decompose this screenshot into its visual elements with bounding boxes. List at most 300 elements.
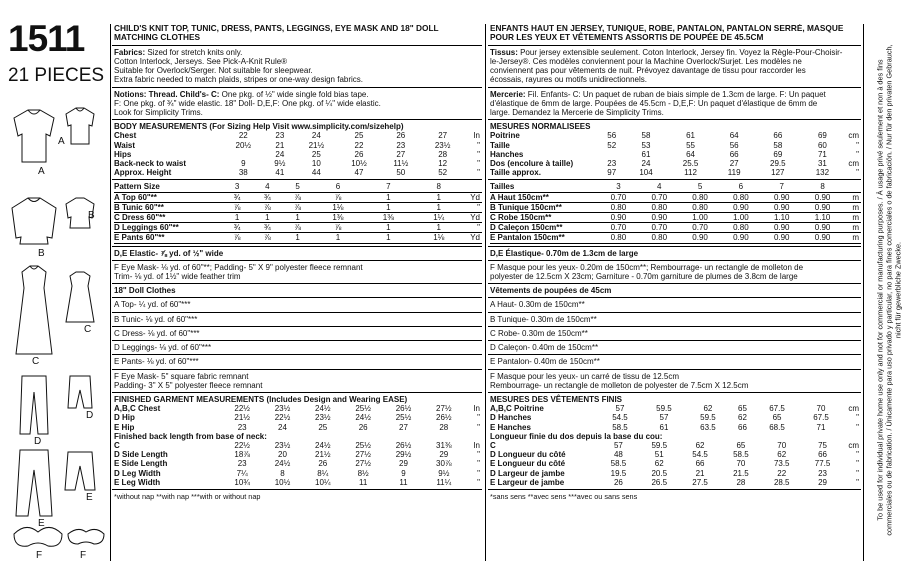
finished-block	[112, 392, 482, 489]
notions-line-text: F: One pkg. of ¾" wide elastic. 18" Doll- D,E,F: One pkg. of ¼" wide elastic.	[114, 98, 381, 108]
row-value: 23½	[434, 140, 451, 150]
row-value: 25.5	[682, 159, 699, 169]
row-label: B Tunique 150cm**	[490, 202, 598, 212]
size-row	[490, 182, 861, 192]
doll-row-text: B Tunic- ⅛ yd. of 60"***	[114, 314, 198, 324]
row-label: E Leg Width	[114, 477, 161, 487]
row-value: ¾	[252, 223, 282, 233]
elastic-line: D,E Élastique- 0.70m de 1.3cm de large	[490, 248, 639, 258]
row-label: Back-neck to waist	[114, 159, 187, 169]
piece-count: 21 PIECES	[8, 65, 105, 86]
size-value: 3	[598, 182, 639, 192]
row-value: 0.80	[680, 192, 721, 202]
row-value: 28	[736, 477, 746, 487]
row-value: 0.80	[598, 233, 639, 243]
row-value: 28.5	[773, 477, 790, 487]
size-row	[114, 182, 482, 192]
row-value: 59.5	[700, 413, 716, 423]
row-value: 1	[363, 202, 413, 212]
row-value: 26	[354, 149, 364, 159]
row-unit: cm	[848, 131, 859, 141]
row-unit: m	[843, 233, 861, 243]
row-value: 67.5	[769, 404, 785, 414]
size-value: 6	[313, 182, 363, 192]
row-value: 29	[439, 450, 449, 460]
row-value: 9½	[274, 159, 286, 169]
row-value: 27	[396, 149, 406, 159]
row-value: ⅞	[313, 192, 363, 202]
row-value: 0.80	[720, 192, 761, 202]
pattern-title: CHILD'S KNIT TOP, TUNIC, DRESS, PANTS, LEGGINGS, EYE MASK AND 18" DOLL MATCHING CLOTHES	[114, 24, 439, 43]
title-block	[488, 24, 861, 45]
row-value: 23	[396, 140, 406, 150]
row-unit: m	[843, 202, 861, 212]
row-value: 0.90	[802, 223, 843, 233]
row-value: 26	[358, 422, 368, 432]
view-label: F	[36, 550, 43, 561]
row-value: 0.90	[720, 233, 761, 243]
row-value: 10¾	[234, 477, 250, 487]
row-unit: "	[856, 413, 859, 423]
row-value: 29	[399, 459, 408, 469]
doll-mask-line: Padding- 3" X 5" polyester fleece remnant	[114, 380, 263, 390]
row-value: 112	[684, 168, 697, 178]
size-label: Pattern Size	[114, 182, 222, 192]
row-value: 25½	[395, 413, 412, 423]
row-label: Hanches	[490, 149, 524, 159]
row-value: 25½	[355, 404, 371, 414]
view-label: A	[38, 166, 45, 177]
table-row	[490, 441, 861, 450]
row-value: 7¼	[236, 468, 248, 478]
row-value: 66	[773, 131, 783, 141]
doll-mask-line: F Masque pour les yeux- un carré de tissu de 12.5cm	[490, 371, 679, 381]
fabrics-block	[112, 45, 482, 87]
row-value: 104	[639, 168, 653, 178]
fabrics-line	[490, 48, 861, 57]
row-value: 0.90	[802, 202, 843, 212]
row-value: 1	[363, 233, 413, 243]
row-value: 58.5	[610, 459, 627, 469]
row-label: A Top 60"**	[114, 192, 222, 202]
row-value: 132	[815, 168, 830, 178]
row-value: 21½	[234, 413, 250, 423]
garment-views	[0, 92, 108, 562]
row-value: 1	[414, 223, 464, 233]
row-label: A Haut 150cm**	[490, 192, 598, 202]
row-unit: "	[477, 468, 480, 478]
row-value: 58.5	[733, 450, 749, 460]
row-value: 58	[641, 131, 651, 141]
row-value: 62	[777, 450, 787, 460]
row-value: 1	[282, 233, 312, 243]
row-value: 69	[817, 131, 827, 141]
row-value: 23½	[315, 413, 331, 423]
body-measurements-block	[488, 119, 861, 179]
row-value: 56	[607, 131, 617, 141]
view-label: C	[84, 324, 92, 335]
eye-mask-line: F Eye Mask- ⅛ yd. of 60"**; Padding- 5" X 9" polyester fleece remnant	[114, 262, 363, 272]
row-unit: "	[856, 149, 859, 159]
row-value: 54.5	[612, 413, 628, 423]
title-block	[112, 24, 482, 45]
table-row	[490, 469, 861, 478]
column-divider	[863, 24, 864, 561]
row-value: 61	[641, 149, 651, 159]
notions-line-bold: Mercerie:	[490, 89, 526, 99]
row-value: 1	[282, 213, 312, 223]
row-value: 26	[318, 459, 328, 469]
row-value: 31	[817, 159, 827, 169]
row-value: 52	[438, 168, 448, 178]
table-row	[490, 233, 861, 243]
row-unit: Yd	[464, 192, 482, 202]
row-value: 27	[729, 159, 739, 169]
view-label: E	[86, 492, 93, 503]
row-unit: m	[843, 223, 861, 233]
size-value: 4	[252, 182, 282, 192]
row-value: 66	[818, 450, 828, 460]
doll-row-text: C Dress- ⅛ yd. of 60"***	[114, 328, 200, 338]
yardage-table	[114, 182, 482, 243]
row-value: 0.90	[639, 213, 680, 223]
row-label: Poitrine	[490, 131, 520, 141]
row-value: 29½	[395, 450, 412, 460]
row-value: 10	[311, 159, 321, 169]
table-row	[490, 141, 861, 150]
row-value: 26.5	[651, 477, 668, 487]
row-value: 23	[607, 159, 617, 169]
table-row	[490, 404, 861, 413]
row-unit: "	[477, 149, 480, 159]
row-label: C	[114, 440, 120, 450]
row-label: D Hip	[114, 413, 135, 423]
view-label: A	[58, 136, 65, 147]
row-value: 54.5	[692, 450, 708, 460]
body-measurements-header: BODY MEASUREMENTS (For Sizing Help Visit www.simplicity.com/sizehelp)	[114, 122, 404, 132]
table-row	[114, 168, 482, 177]
view-label: B	[38, 248, 45, 259]
row-value: 26½	[436, 413, 452, 423]
row-value: 27.5	[692, 477, 708, 487]
row-value: 24	[311, 131, 321, 141]
row-value: ⅞	[282, 202, 312, 212]
row-value: 62	[695, 440, 705, 450]
fabrics-line-text: Cotton Interlock, Jerseys. See Pick-A-Knit Rule®	[114, 57, 288, 67]
finished-block	[488, 392, 861, 489]
size-value: 8	[802, 182, 843, 192]
row-value: 24½	[274, 459, 291, 469]
row-value: 24½	[355, 413, 371, 423]
notions-line	[490, 90, 861, 99]
row-value: 31⅜	[436, 440, 452, 450]
back-length-label: Finished back length from base of neck:	[114, 431, 267, 441]
length-table	[114, 441, 482, 487]
row-value: 50	[396, 168, 406, 178]
row-label: B Tunic 60"**	[114, 202, 222, 212]
row-value: ⅞	[252, 202, 282, 212]
row-value: 71	[816, 422, 826, 432]
row-value: ⅞	[252, 233, 282, 243]
row-value: 41	[275, 168, 285, 178]
fabrics-line-text: écossais, rayures ou motifs unidirectionnels.	[490, 75, 647, 85]
view-label: C	[32, 356, 40, 367]
row-value: 69	[773, 149, 783, 159]
row-label: D Side Length	[114, 450, 168, 460]
finished-header: MESURES DES VÊTEMENTS FINIS	[490, 394, 623, 404]
table-row	[490, 168, 861, 177]
row-value: 0.90	[761, 202, 802, 212]
table-row	[490, 202, 861, 212]
eye-mask-block	[488, 260, 861, 283]
usage-note-line: commerciales ou de fabrication. / Únicamente para uso privado y particular, no para fines comerciales o de fabricación. / Nur für den privaten Gebrauch,	[884, 44, 894, 536]
row-value: 22½	[274, 413, 291, 423]
row-value: 58.5	[612, 422, 628, 432]
fabrics-line-bold: Fabrics:	[114, 47, 146, 57]
fabrics-line-text: Sized for stretch knits only.	[145, 47, 243, 57]
row-value: 48	[613, 450, 623, 460]
row-value: 28	[438, 149, 448, 159]
row-value: 23	[818, 468, 828, 478]
row-value: 26	[396, 131, 406, 141]
notions-line-text: Look for Simplicity Trims.	[114, 108, 203, 118]
notions-block	[488, 87, 861, 120]
size-value: 3	[222, 182, 252, 192]
table-row	[490, 413, 861, 422]
doll-row-text: D Caleçon- 0.40m de 150cm**	[490, 343, 599, 353]
row-label: D Leg Width	[114, 468, 161, 478]
size-value: 6	[720, 182, 761, 192]
row-unit: "	[856, 459, 859, 469]
row-value: 0.90	[598, 213, 639, 223]
table-row	[114, 450, 482, 459]
row-value: 21½	[308, 140, 325, 150]
doll-row	[488, 326, 861, 340]
doll-row-text: A Haut- 0.30m de 150cm**	[490, 300, 585, 310]
table-row	[114, 404, 482, 413]
row-unit: "	[856, 468, 859, 478]
french-column	[488, 24, 861, 503]
row-value: 27½	[355, 450, 371, 460]
view-label: B	[88, 210, 95, 221]
row-value: 55	[686, 140, 695, 150]
row-unit: Yd	[464, 213, 482, 223]
doll-header: Vêtements de poupées de 45cm	[490, 286, 612, 296]
finished-header: FINISHED GARMENT MEASUREMENTS (Includes Design and Wearing EASE)	[114, 394, 408, 404]
fabrics-line	[114, 66, 482, 75]
fabrics-line-text: conviennent pas pour vêtements de nuit. Prévoyez davantage de tissu pour raccorder les	[490, 66, 806, 76]
row-value: 10½	[351, 159, 367, 169]
eye-mask-line: polyester de 12.5cm X 23cm; Garniture - 0.70m garniture de plumes de 3.8cm de large	[490, 272, 798, 282]
fabrics-line-text: Pour jersey extensible seulement. Coton Interlock, Jersey fin. Voyez la Règle-Pour-Choisir-	[517, 47, 843, 57]
row-value: ⅞	[313, 223, 363, 233]
row-label: D Caleçon 150cm**	[490, 223, 598, 233]
size-value: 7	[363, 182, 413, 192]
length-table	[490, 441, 861, 487]
doll-mask-line: F Eye Mask- 5" square fabric remnant	[114, 371, 249, 381]
row-value: 25	[311, 149, 321, 159]
row-value: 1.10	[802, 213, 843, 223]
unit-cell	[843, 182, 861, 192]
row-value: 24	[641, 159, 651, 169]
doll-row	[112, 340, 482, 354]
row-value: 27½	[355, 459, 371, 469]
row-value: 23	[275, 131, 285, 141]
row-value: 44	[311, 168, 321, 178]
row-value	[598, 150, 625, 159]
row-unit: In	[473, 131, 480, 141]
row-value: 61	[659, 422, 669, 432]
notions-block	[112, 87, 482, 120]
row-label: E Longueur du côté	[490, 459, 566, 469]
row-value: 62	[738, 413, 747, 423]
table-row	[114, 478, 482, 487]
row-value: 63.5	[700, 422, 716, 432]
row-value: 73.5	[773, 459, 790, 469]
row-value: 23½	[274, 404, 291, 414]
yardage-block	[112, 179, 482, 245]
elastic-line: D,E Elastic- ⅞ yd. of ½" wide	[114, 248, 224, 258]
row-value: 60	[817, 140, 827, 150]
row-value: 66	[738, 422, 747, 432]
table-row	[490, 150, 861, 159]
elastic-block	[488, 246, 861, 260]
row-unit: Yd	[464, 233, 482, 243]
footnote-block	[488, 489, 861, 503]
usage-note	[866, 10, 912, 570]
row-unit: "	[856, 477, 859, 487]
row-value: 29.5	[770, 159, 786, 169]
row-label: Taille approx.	[490, 168, 541, 178]
elastic-block	[112, 246, 482, 260]
view-label: F	[80, 550, 87, 561]
row-value: 23	[237, 422, 247, 432]
row-value: 0.70	[598, 192, 639, 202]
row-label: Hips	[114, 149, 132, 159]
row-value: 0.90	[720, 202, 761, 212]
row-value: 57	[659, 413, 669, 423]
row-value: 64	[729, 131, 739, 141]
footnote: *sans sens **avec sens ***avec ou sans sens	[490, 491, 638, 501]
row-value: 70	[736, 459, 746, 469]
eye-mask-line: F Masque pour les yeux- 0.20m de 150cm**; Rembourrage- un rectangle de molleton de	[490, 262, 804, 272]
table-row	[114, 192, 482, 202]
fabrics-line	[114, 57, 482, 66]
row-value: 21	[275, 140, 285, 150]
english-column	[112, 24, 482, 503]
notions-line-text: Fil. Enfants- C: Un paquet de ruban de biais simple de 1.3cm de large. F: Un paquet	[525, 89, 826, 99]
row-value: 8¼	[317, 468, 329, 478]
row-value: 21	[695, 468, 705, 478]
doll-row	[488, 297, 861, 311]
row-label: C Dress 60"**	[114, 213, 222, 223]
row-unit: "	[477, 168, 480, 178]
row-label: Approx. Height	[114, 168, 172, 178]
row-value: 8	[280, 468, 285, 478]
row-unit: cm	[848, 404, 859, 414]
row-unit: m	[843, 213, 861, 223]
row-value: ⅞	[282, 223, 312, 233]
doll-row	[488, 354, 861, 368]
row-value: 27	[399, 422, 408, 432]
row-value: 24½	[315, 440, 331, 450]
row-value: 66	[729, 149, 739, 159]
row-value: 0.70	[680, 223, 721, 233]
row-value: ⅞	[222, 202, 252, 212]
doll-row	[112, 326, 482, 340]
row-value: 1	[363, 223, 413, 233]
column-divider	[485, 24, 486, 561]
notions-line-text: d'élastique de 6mm de large. Poupées de 45.5cm - D,E,F: Un paquet d'élastique de 6mm de	[490, 98, 818, 108]
row-label: D Hanches	[490, 413, 532, 423]
row-value: 127	[771, 168, 785, 178]
body-measurements-block	[112, 119, 482, 179]
row-label: D Longueur du côté	[490, 450, 566, 460]
table-row	[114, 141, 482, 150]
row-value: 52	[607, 140, 617, 150]
row-value: 25½	[355, 440, 371, 450]
finished-table	[114, 404, 482, 432]
yardage-table	[490, 182, 861, 243]
body-measurements-table	[490, 131, 861, 177]
row-value: 30⅞	[436, 459, 452, 469]
row-value: 20.5	[651, 468, 668, 478]
row-value: 20½	[235, 140, 252, 150]
row-value: 57	[613, 440, 623, 450]
row-value: 22	[238, 131, 248, 141]
row-value: 1	[363, 192, 413, 202]
table-row	[114, 423, 482, 432]
row-value: 11	[399, 477, 408, 487]
column-divider	[110, 24, 111, 561]
row-value: 38	[238, 168, 248, 178]
row-label: E Side Length	[114, 459, 168, 469]
view-label: E	[38, 518, 45, 529]
row-label: C	[490, 440, 496, 450]
fabrics-block	[488, 45, 861, 87]
row-value: 0.70	[639, 192, 680, 202]
doll-row-text: E Pantalon- 0.40m de 150cm**	[490, 357, 600, 367]
doll-row-text: B Tunique- 0.30m de 150cm**	[490, 314, 597, 324]
row-value: ⅞	[282, 192, 312, 202]
row-unit: "	[464, 223, 482, 233]
usage-note-line: To be used for individual private home use only and not for commercial or manufacturing purposes. / À usage privé seulement et non à des fins	[875, 59, 885, 521]
row-unit: "	[477, 422, 480, 432]
row-value: ¾	[222, 223, 252, 233]
table-row	[114, 413, 482, 422]
row-value: 68.5	[769, 422, 785, 432]
row-value: 27½	[436, 404, 452, 414]
fabrics-line-text: le-Jersey®. Ces modèles conviennent pour la Machine Overlock/Surjet. Les modèles ne	[490, 57, 802, 67]
doll-header-block	[112, 283, 482, 297]
row-value: 11	[358, 477, 368, 487]
row-unit: "	[856, 450, 859, 460]
row-value: 0.90	[680, 233, 721, 243]
row-value: 22	[354, 140, 364, 150]
row-value: 21.5	[733, 468, 749, 478]
row-unit: "	[477, 140, 480, 150]
row-value: 53	[641, 140, 651, 150]
row-value: 62	[654, 459, 664, 469]
row-value: 70	[777, 440, 787, 450]
row-value: ¾	[252, 192, 282, 202]
row-value: 21½	[315, 450, 331, 460]
row-value: 59.5	[651, 440, 668, 450]
doll-mask-block	[112, 369, 482, 392]
row-unit: "	[477, 477, 480, 487]
body-measurements-header: MESURES NORMALISEES	[490, 122, 591, 132]
doll-row-text: D Leggings- ⅛ yd. of 60"***	[114, 343, 212, 353]
